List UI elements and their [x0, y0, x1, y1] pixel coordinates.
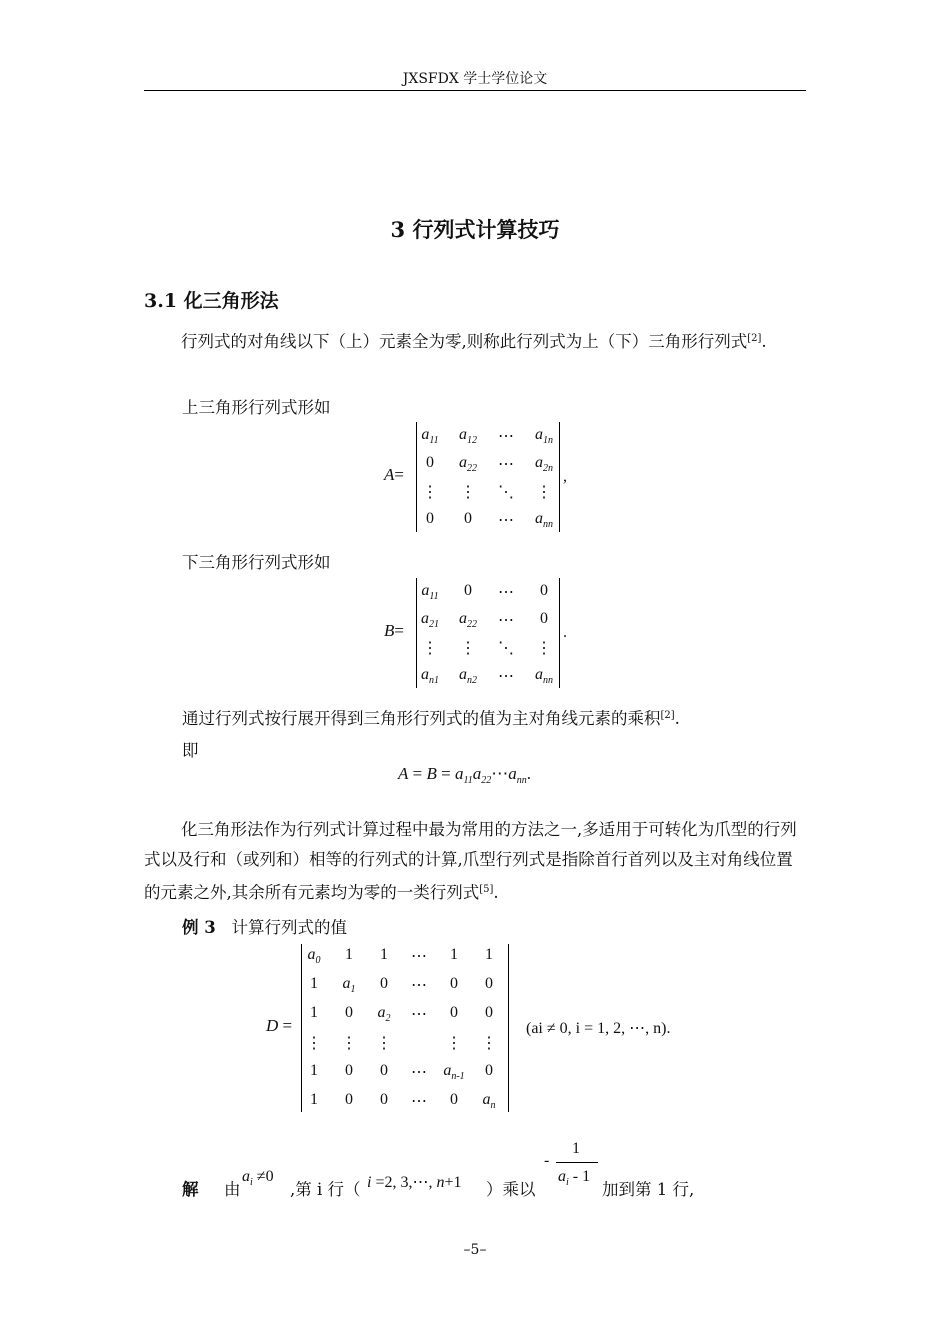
matrix-D-entry: 0 — [485, 975, 493, 992]
matrix-A-entry: ⋮ — [536, 484, 552, 501]
equation-product: $A = B = a_{11}a_{22}\cdots a_{nn}$. — [398, 764, 531, 786]
matrix-B-entry: ⋯ — [498, 612, 514, 629]
matrix-D-entry: ⋯ — [411, 1064, 427, 1081]
example-heading: 例 3 计算行列式的值 — [182, 918, 347, 937]
matrix-A-entry: ⋮ — [460, 484, 476, 501]
matrix-D-entry: 0 — [450, 975, 458, 992]
matrix-D-entry: $a_n$ — [482, 1091, 496, 1111]
header-rule — [144, 90, 806, 91]
matrix-B-entry: $a_{22}$ — [459, 610, 477, 630]
matrix-B-entry: 0 — [540, 582, 548, 599]
matrix-D-entry: 1 — [485, 946, 493, 963]
solution-text-3: ）乘以 — [486, 1180, 536, 1199]
matrix-D-entry: 0 — [450, 1091, 458, 1108]
fraction-denominator: $a_i - 1$ — [558, 1168, 591, 1188]
matrix-B-entry: ⋱ — [498, 640, 514, 657]
condition: (ai ≠ 0, i = 1, 2, ⋯, n). — [526, 1020, 671, 1037]
matrix-A-entry: ⋯ — [498, 456, 514, 473]
matrix-A-entry: $a_{2n}$ — [535, 454, 553, 474]
matrix-B-entry: ⋮ — [460, 640, 476, 657]
matrix-B-entry: ⋮ — [536, 640, 552, 657]
matrix-D-entry: ⋮ — [446, 1035, 462, 1052]
matrix-B-entry: 0 — [540, 610, 548, 627]
solution-line — [182, 1140, 802, 1200]
section-title: 3.1 化三角形法 — [144, 290, 279, 312]
matrix-D-entry: ⋯ — [411, 1006, 427, 1023]
matrix-D-entry: 0 — [380, 1062, 388, 1079]
matrix-A-entry: $a_{11}$ — [421, 426, 439, 446]
solution-text-2: ,第 i 行（ — [290, 1180, 361, 1199]
matrix-D-entry: 1 — [310, 975, 318, 992]
matrix-D-entry: 0 — [380, 1091, 388, 1108]
matrix-B-entry: $a_{n2}$ — [459, 666, 477, 686]
matrix-A-entry: $a_{nn}$ — [535, 510, 553, 530]
matrix-B-entry: $a_{nn}$ — [535, 666, 553, 686]
matrix-D-entry: 0 — [345, 1004, 353, 1021]
chapter-title: 3 行列式计算技巧 — [390, 217, 560, 242]
solution-condition: $a_i \ne 0$ — [242, 1168, 274, 1188]
matrix-D-entry: 1 — [380, 946, 388, 963]
running-header: JXSFDX 学士学位论文 — [402, 71, 548, 87]
matrix-D-entry: ⋮ — [306, 1035, 322, 1052]
matrix-D-entry: $a_2$ — [377, 1004, 391, 1024]
matrix-D-entry: ⋯ — [411, 1093, 427, 1110]
upper-triangle-label: 上三角形行列式形如 — [182, 398, 331, 417]
determinant-B — [340, 574, 600, 692]
matrix-B-entry: 0 — [464, 582, 472, 599]
matrix-D-entry: 0 — [380, 975, 388, 992]
right-bar — [508, 944, 509, 1112]
left-bar — [301, 944, 302, 1112]
matrix-B-name: B= — [384, 621, 404, 640]
matrix-D-entry: ⋮ — [481, 1035, 497, 1052]
matrix-D-entry: 1 — [310, 1062, 318, 1079]
matrix-D-entry: 1 — [310, 1091, 318, 1108]
solution-range: i =2, 3,⋯, n+1 — [367, 1174, 462, 1191]
page-number: –5– — [463, 1242, 487, 1258]
ji-label: 即 — [182, 741, 199, 760]
matrix-B-entry: ⋯ — [498, 584, 514, 601]
matrix-A-entry: 0 — [464, 510, 472, 527]
matrix-B-entry: $a_{11}$ — [421, 582, 439, 602]
solution-label: 解 — [182, 1180, 199, 1199]
paragraph-product: 通过行列式按行展开得到三角形行列式的值为主对角线元素的乘积[2]. — [182, 709, 680, 728]
determinant-D — [250, 940, 710, 1120]
fraction-bar — [556, 1162, 598, 1163]
matrix-A-entry: 0 — [426, 510, 434, 527]
determinant-A — [340, 418, 600, 536]
paragraph-method: 化三角形法作为行列式计算过程中最为常用的方法之一,多适用于可转化为爪型的行列式以及行和（或列和）相等的行列式的计算,爪型行列式是指除首行首列以及主对角线位置的元素之外,其余所有元素均为零的一类行列式[5]. — [144, 820, 797, 902]
matrix-D-entry: 0 — [485, 1004, 493, 1021]
fraction-numerator: 1 — [572, 1140, 580, 1157]
matrix-A-entry: 0 — [426, 454, 434, 471]
matrix-A-entry: ⋯ — [498, 428, 514, 445]
matrix-B-entry: $a_{n1}$ — [421, 666, 439, 686]
matrix-D-entry: 0 — [485, 1062, 493, 1079]
matrix-D-name: D = — [266, 1016, 293, 1035]
matrix-D-entry: ⋮ — [376, 1035, 392, 1052]
matrix-A-entry: $a_{12}$ — [459, 426, 477, 446]
fraction-sign: - — [544, 1152, 550, 1169]
matrix-D-entry: 0 — [450, 1004, 458, 1021]
paragraph-definition: 行列式的对角线以下（上）元素全为零,则称此行列式为上（下）三角形行列式[2]. — [181, 332, 767, 351]
matrix-D-entry: 1 — [310, 1004, 318, 1021]
matrix-D-entry: 1 — [450, 946, 458, 963]
matrix-A-trail: , — [563, 468, 567, 485]
solution-text-1: 由 — [224, 1180, 241, 1199]
matrix-D-entry: ⋯ — [411, 977, 427, 994]
matrix-D-entry: 0 — [345, 1062, 353, 1079]
matrix-D-entry: $a_{n-1}$ — [443, 1062, 465, 1082]
matrix-A-entry: $a_{22}$ — [459, 454, 477, 474]
matrix-D-entry: $a_1$ — [342, 975, 356, 995]
matrix-D-entry: ⋯ — [411, 948, 427, 965]
matrix-A-entry: ⋮ — [422, 484, 438, 501]
matrix-D-entry: ⋮ — [341, 1035, 357, 1052]
matrix-A-entry: $a_{1n}$ — [535, 426, 553, 446]
matrix-B-trail: . — [563, 624, 567, 641]
matrix-D-entry: 0 — [345, 1091, 353, 1108]
matrix-D-entry: $a_0$ — [307, 946, 321, 966]
lower-triangle-label: 下三角形行列式形如 — [182, 553, 331, 572]
matrix-A-entry: ⋯ — [498, 512, 514, 529]
solution-text-4: 加到第 1 行, — [602, 1180, 695, 1199]
matrix-D-entry: 1 — [345, 946, 353, 963]
matrix-A-name: A= — [384, 465, 404, 484]
matrix-A-entry: ⋱ — [498, 484, 514, 501]
matrix-B-entry: ⋯ — [498, 668, 514, 685]
matrix-B-entry: $a_{21}$ — [421, 610, 439, 630]
matrix-B-entry: ⋮ — [422, 640, 438, 657]
